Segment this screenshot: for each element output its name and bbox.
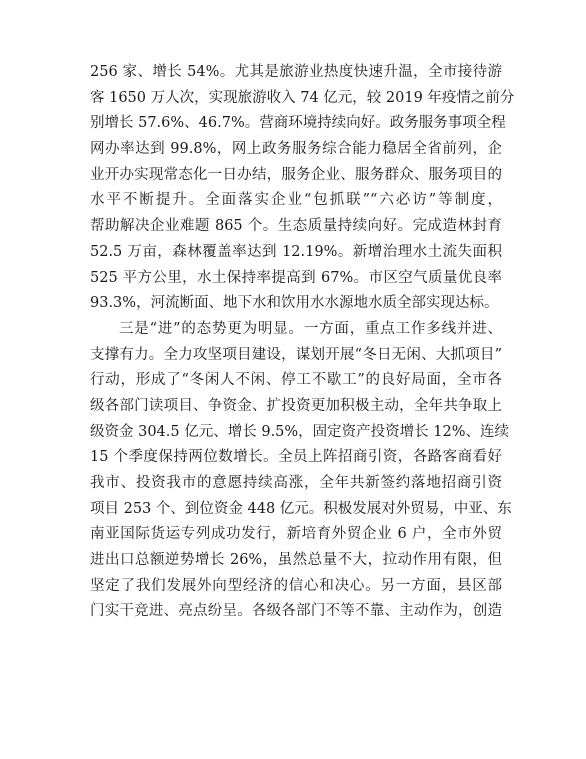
text-line: 52.5 万亩，森林覆盖率达到 12.19%。新增治理水土流失面积 <box>90 243 502 260</box>
text-line: 行动，形成了“冬闲人不闲、停工不歇工”的良好局面，全市各 <box>90 372 502 389</box>
text-line: 支撑有力。全力攻坚项目建设，谋划开展“冬日无闲、大抓项目” <box>90 346 502 363</box>
text-line: 水平不断提升。全面落实企业“包抓联”“六必访”等制度， <box>90 192 502 209</box>
text-line: 门实干竞进、亮点纷呈。各级各部门不等不靠、主动作为，创造 <box>90 603 502 620</box>
text-line: 坚定了我们发展外向型经济的信心和决心。另一方面，县区部 <box>90 577 502 594</box>
body-text <box>90 60 515 625</box>
text-line: 15 个季度保持两位数增长。全员上阵招商引资，各路客商看好 <box>90 449 502 466</box>
text-line: 93.3%，河流断面、地下水和饮用水水源地水质全部实现达标。 <box>90 295 499 312</box>
text-line: 帮助解决企业难题 865 个。生态质量持续向好。完成造林封育 <box>90 218 502 235</box>
text-line: 网办率达到 99.8%，网上政务服务综合能力稳居全省前列，企 <box>90 141 502 158</box>
paragraph <box>90 317 512 625</box>
text-line: 我市、投资我市的意愿持续高涨，全年共新签约落地招商引资 <box>90 475 502 491</box>
text-line: 业开办实现常态化一日办结，服务企业、服务群众、服务项目的 <box>90 166 502 183</box>
text-line: 进出口总额逆势增长 26%，虽然总量不大，拉动作用有限，但 <box>90 552 502 569</box>
text-line: 525 平方公里，水土保持率提高到 67%。市区空气质量优良率 <box>90 269 502 286</box>
text-line: 项目 253 个、到位资金 448 亿元。积极发展对外贸易，中亚、东 <box>90 500 512 517</box>
text-line: 三是“进”的态势更为明显。一方面，重点工作多线并进、 <box>119 320 502 337</box>
text-line: 别增长 57.6%、46.7%。营商环境持续向好。政务服务事项全程 <box>90 115 506 132</box>
text-line: 客 1650 万人次，实现旅游收入 74 亿元，较 2019 年疫情之前分 <box>90 89 515 106</box>
text-line: 级资金 304.5 亿元、增长 9.5%，固定资产投资增长 12%、连续 <box>90 423 510 440</box>
text-line: 级各部门读项目、争资金、扩投资更加积极主动，全年共争取上 <box>90 397 502 414</box>
paragraph <box>90 60 515 317</box>
text-line: 南亚国际货运专列成功发行，新培育外贸企业 6 户，全市外贸 <box>90 526 502 543</box>
text-line: 256 家、增长 54%。尤其是旅游业热度快速升温，全市接待游 <box>90 64 502 80</box>
